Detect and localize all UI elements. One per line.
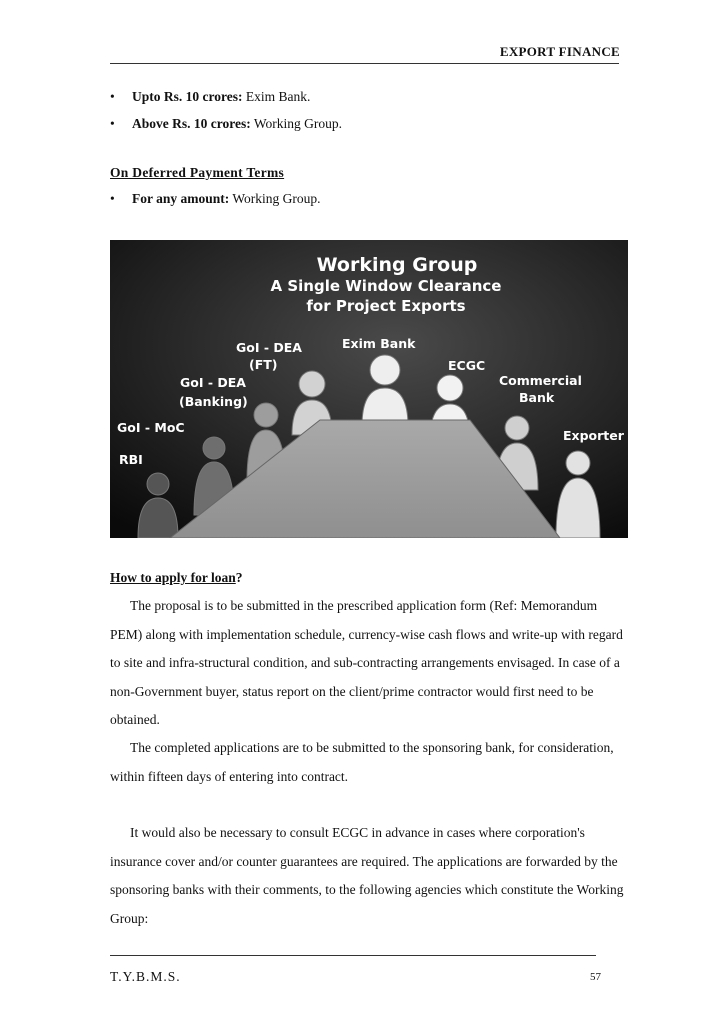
paragraph-completed-applications: The completed applications are to be submitted to the sponsoring bank, for consideration, within fifteen days of entering into contract. xyxy=(110,740,614,784)
label-goi-moc: GoI - MoC xyxy=(117,420,185,435)
bullet-text: Working Group. xyxy=(250,116,343,131)
label-exim: Exim Bank xyxy=(342,336,416,351)
page-number: 57 xyxy=(590,971,601,983)
label-goi-dea-ft-2: (FT) xyxy=(249,357,278,372)
header-rule xyxy=(110,63,619,64)
bullet-item xyxy=(110,89,310,105)
label-exporter: Exporter xyxy=(563,428,624,443)
apply-heading-qmark: ? xyxy=(235,570,243,585)
bullet-dot: • xyxy=(110,191,115,206)
label-goi-dea-banking-1: GoI - DEA xyxy=(180,375,246,390)
label-rbi: RBI xyxy=(119,452,143,467)
bullet-text: Exim Bank. xyxy=(242,89,311,104)
apply-heading-text: How to apply for loan xyxy=(110,570,236,585)
bullet-text: Working Group. xyxy=(229,191,321,206)
working-group-figure xyxy=(110,240,628,538)
bullet-item xyxy=(110,116,342,132)
figure-subtitle-2: for Project Exports xyxy=(306,297,466,315)
paragraph-consult-ecgc: It would also be necessary to consult ECGC in advance in cases where corporation's insurance cover and/or counter guarantees are required. The applications are forwarded by the sponsoring banks with their comments, to the following agencies which constitute the Working Group: xyxy=(110,825,624,926)
label-goi-dea-banking-2: (Banking) xyxy=(179,394,248,409)
bullet-dot: • xyxy=(110,116,115,131)
figure-title: Working Group xyxy=(316,254,478,276)
label-goi-dea-ft-1: GoI - DEA xyxy=(236,340,302,355)
paragraph-proposal: The proposal is to be submitted in the prescribed application form (Ref: Memorandum PEM) along with implementation schedule, currency-wise cash flows and write-up with regard to site and infra-structural condition, and sub-contracting arrangements envisaged. In case of a non-Government buyer, status report on the client/prime contractor would first need to be obtained. xyxy=(110,598,623,727)
section-title-deferred: On Deferred Payment Terms xyxy=(110,165,285,180)
footer-rule xyxy=(110,955,596,956)
bullet-bold: Above Rs. 10 crores: xyxy=(132,116,251,131)
bullet-item xyxy=(110,191,321,207)
bullet-dot: • xyxy=(110,89,115,104)
footer-course: T.Y.B.M.S. xyxy=(110,969,181,984)
bullet-bold: For any amount: xyxy=(132,191,230,206)
label-commercial-1: Commercial xyxy=(499,373,582,388)
label-commercial-2: Bank xyxy=(519,390,555,405)
figure-subtitle-1: A Single Window Clearance xyxy=(270,277,502,295)
running-header: EXPORT FINANCE xyxy=(499,44,620,59)
apply-heading xyxy=(110,570,243,586)
bullet-bold: Upto Rs. 10 crores: xyxy=(132,89,243,104)
label-ecgc: ECGC xyxy=(448,358,486,373)
